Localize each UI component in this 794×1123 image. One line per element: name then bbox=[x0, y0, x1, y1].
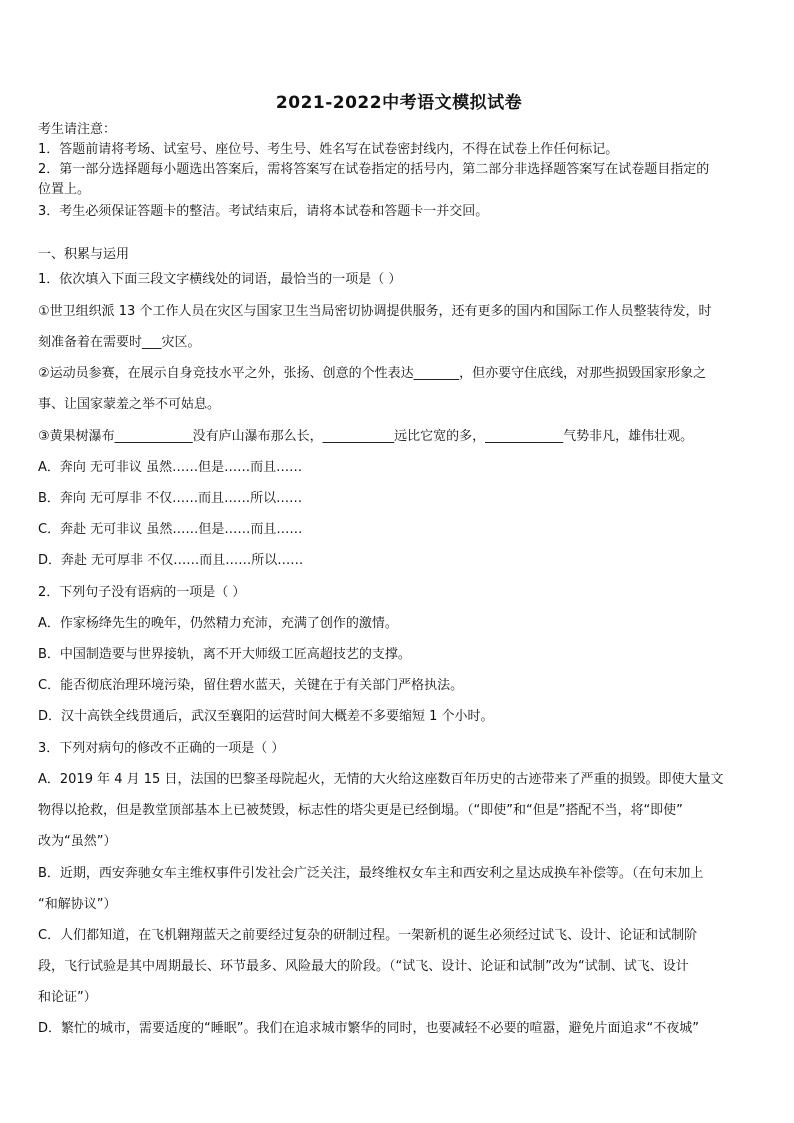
option-line: 和论证”） bbox=[38, 990, 97, 1005]
passage-line: 事、让国家蒙羞之举不可姑息。 bbox=[38, 397, 221, 412]
passage-line: 刻准备着在需要时___灾区。 bbox=[38, 335, 201, 350]
option-b: B．奔向 无可厚非 不仅……而且……所以…… bbox=[38, 491, 303, 506]
question-stem: 1．依次填入下面三段文字横线处的词语，最恰当的一项是（ ） bbox=[38, 272, 402, 287]
question-stem: 2．下列句子没有语病的一项是（ ） bbox=[38, 585, 246, 600]
option-line: 物得以抢救，但是教堂顶部基本上已被焚毁，标志性的塔尖更是已经倒塌。（“即使”和“但是”搭配不当，将“即使” bbox=[38, 803, 683, 818]
notice-item: 1．答题前请将考场、试室号、座位号、考生号、姓名写在试卷密封线内，不得在试卷上作任何标记。 bbox=[38, 142, 619, 157]
question-stem: 3．下列对病句的修改不正确的一项是（ ） bbox=[38, 741, 285, 756]
notice-item: 2．第一部分选择题每小题选出答案后，需将答案写在试卷指定的括号内，第二部分非选择题答案写在试卷题目指定的 bbox=[38, 162, 710, 177]
option-c: C．奔赴 无可非议 虽然……但是……而且…… bbox=[38, 522, 303, 537]
option-a: A．奔向 无可非议 虽然……但是……而且…… bbox=[38, 460, 303, 475]
notice-item: 3．考生必须保证答题卡的整洁。考试结束后，请将本试卷和答题卡一并交回。 bbox=[38, 204, 489, 219]
option-line: “和解协议”） bbox=[38, 897, 117, 912]
page-title: 2021-2022中考语文模拟试卷 bbox=[275, 93, 523, 113]
option-a: A．作家杨绛先生的晚年，仍然精力充沛，充满了创作的激情。 bbox=[38, 616, 398, 631]
option-line: 段，飞行试验是其中周期最长、环节最多、风险最大的阶段。（“试飞、设计、论证和试制”改为“试制、试飞、设计 bbox=[38, 959, 689, 974]
option-line: C．人们都知道，在飞机翱翔蓝天之前要经过复杂的研制过程。一架新机的诞生必须经过试飞、设计、论证和试制阶 bbox=[38, 928, 698, 943]
option-line: D．繁忙的城市，需要适度的“睡眠”。我们在追求城市繁华的同时，也要减轻不必要的喧嚣，避免片面追求“不夜城” bbox=[38, 1021, 699, 1036]
option-d: D．奔赴 无可厚非 不仅……而且……所以…… bbox=[38, 553, 304, 568]
passage-line: ②运动员参赛，在展示自身竞技水平之外，张扬、创意的个性表达_______，但亦要守住底线，对那些损毁国家形象之 bbox=[38, 366, 707, 381]
option-line: 改为“虽然”） bbox=[38, 834, 117, 849]
section-heading: 一、积累与运用 bbox=[38, 247, 130, 262]
option-b: B．中国制造要与世界接轨，离不开大师级工匠高超技艺的支撑。 bbox=[38, 647, 411, 662]
passage-line: ①世卫组织派 13 个工作人员在灾区与国家卫生当局密切协调提供服务，还有更多的国内和国际工作人员整装待发，时 bbox=[38, 304, 712, 319]
notice-item: 位置上。 bbox=[38, 182, 91, 197]
option-d: D．汉十高铁全线贯通后，武汉至襄阳的运营时间大概差不多要缩短 1 个小时。 bbox=[38, 709, 494, 724]
option-line: A．2019 年 4 月 15 日，法国的巴黎圣母院起火，无情的大火给这座数百年历史的古迹带来了严重的损毁。即使大量文 bbox=[38, 772, 724, 787]
passage-line: ③黄果树瀑布____________没有庐山瀑布那么长，___________远比它宽的多，____________气势非凡，雄伟壮观。 bbox=[38, 429, 694, 444]
notice-heading: 考生请注意： bbox=[38, 122, 117, 137]
option-c: C．能否彻底治理环境污染，留住碧水蓝天，关键在于有关部门严格执法。 bbox=[38, 678, 464, 693]
option-line: B．近期，西安奔驰女车主维权事件引发社会广泛关注，最终维权女车主和西安利之星达成换车补偿等。（在句末加上 bbox=[38, 866, 704, 881]
